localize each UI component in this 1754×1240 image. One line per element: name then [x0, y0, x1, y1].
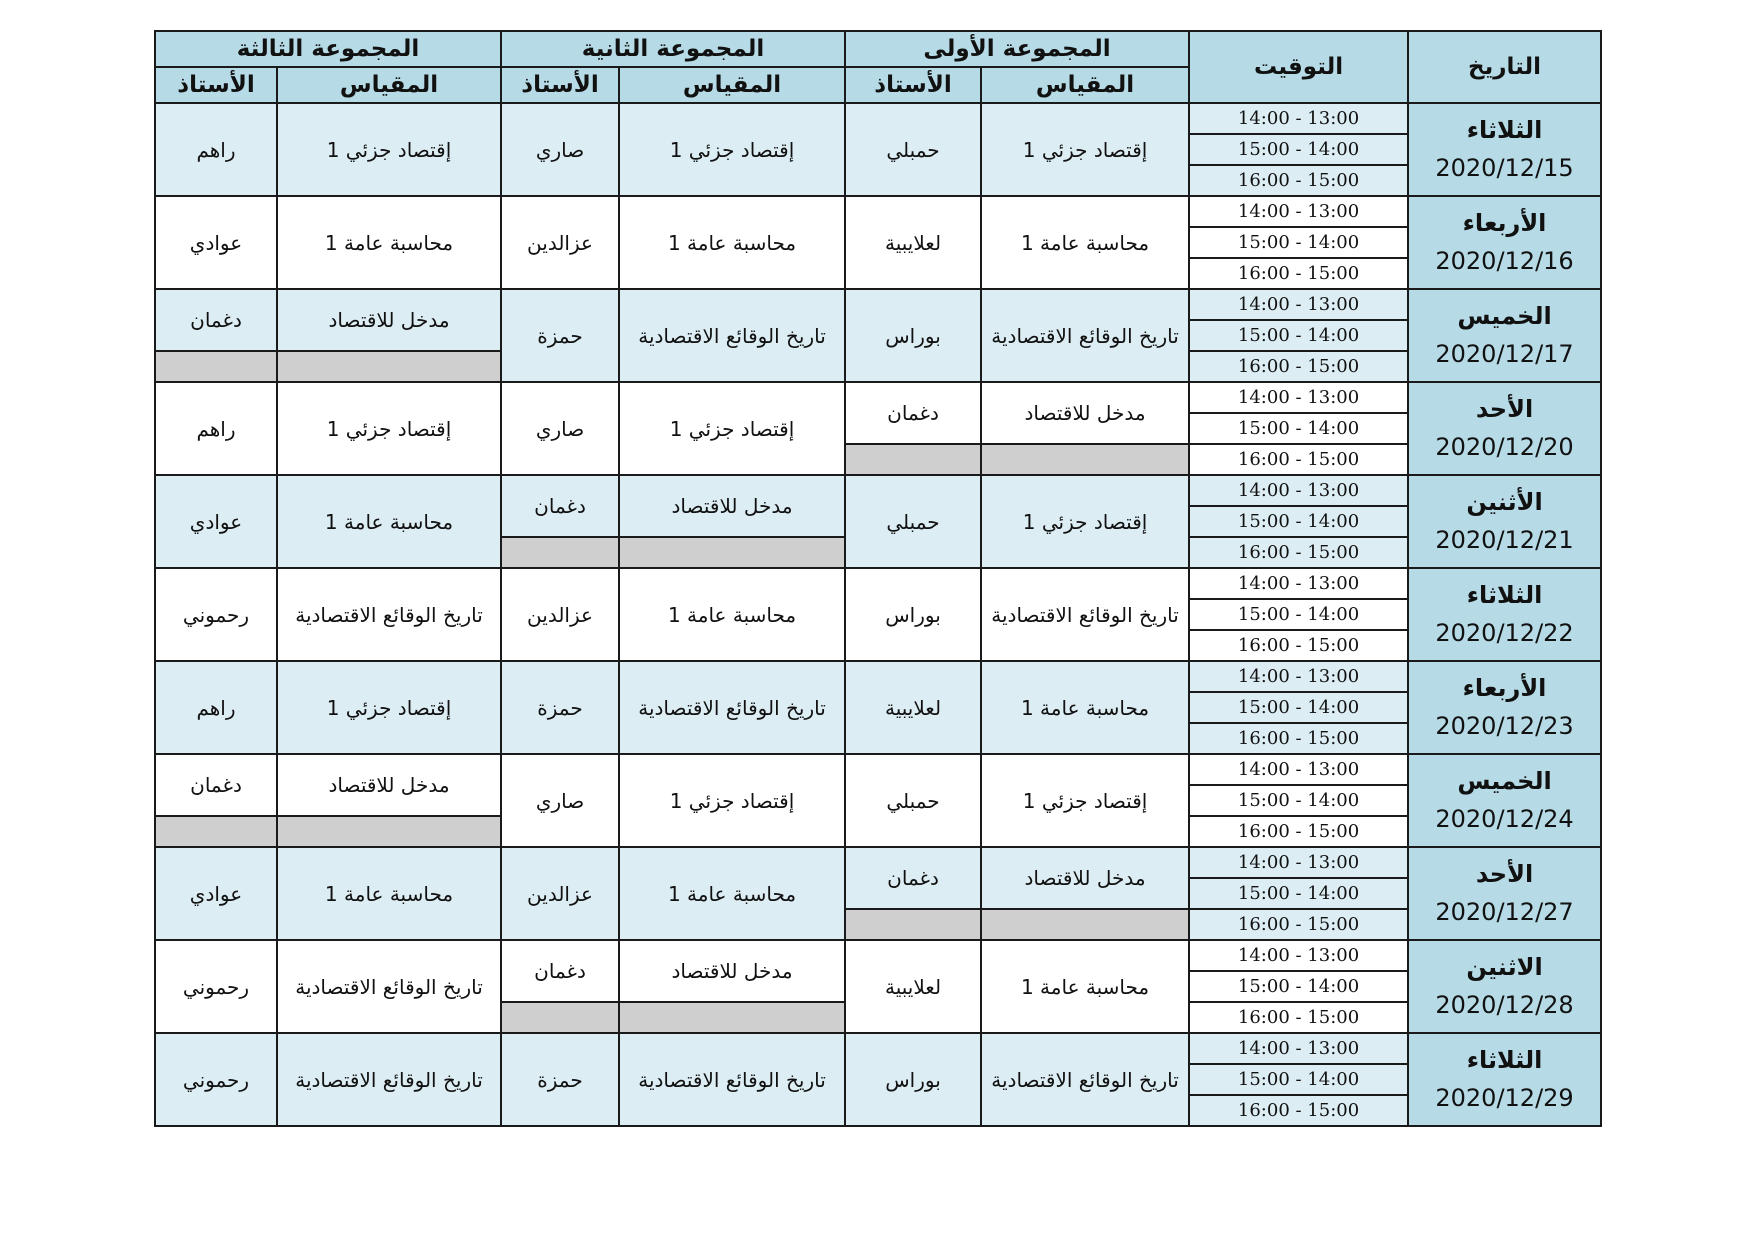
group-2-module: محاسبة عامة 1	[619, 568, 845, 661]
group-2-module: تاريخ الوقائع الاقتصادية	[619, 289, 845, 382]
date-value: 2020/12/29	[1435, 1083, 1574, 1112]
time-slot: 16:00 - 15:00	[1189, 537, 1408, 568]
date-value: 2020/12/24	[1435, 804, 1574, 833]
group-3-module: تاريخ الوقائع الاقتصادية	[277, 940, 501, 1033]
date-cell	[1408, 289, 1601, 382]
group-1-prof: حمبلي	[845, 475, 981, 568]
time-slot: 16:00 - 15:00	[1189, 1095, 1408, 1126]
table-row	[155, 289, 1601, 320]
group-1-module: تاريخ الوقائع الاقتصادية	[981, 1033, 1189, 1126]
time-slot: 14:00 - 13:00	[1189, 568, 1408, 599]
date-cell	[1408, 1033, 1601, 1126]
date-value: 2020/12/23	[1435, 711, 1574, 740]
table-row	[155, 940, 1601, 971]
date-value: 2020/12/28	[1435, 990, 1574, 1019]
group-3-prof: عوادي	[155, 196, 277, 289]
time-slot: 15:00 - 14:00	[1189, 599, 1408, 630]
group-1-module-header: المقياس	[981, 67, 1189, 103]
empty-slot-cell	[277, 816, 501, 847]
group-2-prof: حمزة	[501, 1033, 619, 1126]
group-1-module: محاسبة عامة 1	[981, 661, 1189, 754]
group-1-prof: لعلايبية	[845, 661, 981, 754]
table-row	[155, 382, 1601, 413]
group-2-module-header: المقياس	[619, 67, 845, 103]
group-2-prof: صاري	[501, 382, 619, 475]
time-slot: 14:00 - 13:00	[1189, 661, 1408, 692]
day-name: الثلاثاء	[1466, 581, 1543, 610]
group-3-prof: عوادي	[155, 475, 277, 568]
date-value: 2020/12/22	[1435, 618, 1574, 647]
schedule-body	[155, 103, 1601, 1126]
empty-slot-cell	[155, 351, 277, 382]
group-3-module-header: المقياس	[277, 67, 501, 103]
date-cell	[1408, 382, 1601, 475]
group-2-module: محاسبة عامة 1	[619, 196, 845, 289]
group-1-module: مدخل للاقتصاد	[981, 847, 1189, 909]
day-name: الثلاثاء	[1466, 1046, 1543, 1075]
group-1-module: محاسبة عامة 1	[981, 940, 1189, 1033]
time-slot: 15:00 - 14:00	[1189, 320, 1408, 351]
time-slot: 16:00 - 15:00	[1189, 1002, 1408, 1033]
group-1-prof-header: الأستاذ	[845, 67, 981, 103]
empty-slot-cell	[619, 537, 845, 568]
time-slot: 16:00 - 15:00	[1189, 630, 1408, 661]
date-value: 2020/12/16	[1435, 246, 1574, 275]
group-3-prof: رحموني	[155, 940, 277, 1033]
group-2-module: تاريخ الوقائع الاقتصادية	[619, 1033, 845, 1126]
group-3-module: تاريخ الوقائع الاقتصادية	[277, 1033, 501, 1126]
date-value: 2020/12/15	[1435, 153, 1574, 182]
table-row	[155, 754, 1601, 785]
time-slot: 15:00 - 14:00	[1189, 971, 1408, 1002]
group-3-module: محاسبة عامة 1	[277, 196, 501, 289]
empty-slot-cell	[277, 351, 501, 382]
time-slot: 15:00 - 14:00	[1189, 785, 1408, 816]
group-2-prof: دغمان	[501, 475, 619, 537]
group-2-prof: حمزة	[501, 289, 619, 382]
date-value: 2020/12/20	[1435, 432, 1574, 461]
date-cell	[1408, 847, 1601, 940]
group-1-prof: دغمان	[845, 382, 981, 444]
time-slot: 14:00 - 13:00	[1189, 940, 1408, 971]
time-slot: 14:00 - 13:00	[1189, 382, 1408, 413]
exam-schedule-table	[154, 30, 1602, 1127]
group-2-prof: عزالدين	[501, 568, 619, 661]
day-name: الاثنين	[1466, 953, 1543, 982]
group-3-module: مدخل للاقتصاد	[277, 754, 501, 816]
table-row	[155, 1033, 1601, 1064]
group-1-title: المجموعة الأولى	[845, 31, 1189, 67]
table-row	[155, 196, 1601, 227]
time-slot: 15:00 - 14:00	[1189, 227, 1408, 258]
group-2-module: إقتصاد جزئي 1	[619, 103, 845, 196]
group-3-module: محاسبة عامة 1	[277, 475, 501, 568]
group-1-prof: حمبلي	[845, 754, 981, 847]
table-row	[155, 568, 1601, 599]
table-row	[155, 847, 1601, 878]
group-1-prof: بوراس	[845, 568, 981, 661]
table-row	[155, 661, 1601, 692]
time-slot: 16:00 - 15:00	[1189, 909, 1408, 940]
group-1-prof: حمبلي	[845, 103, 981, 196]
group-3-prof: رحموني	[155, 568, 277, 661]
time-slot: 14:00 - 13:00	[1189, 847, 1408, 878]
group-2-module: محاسبة عامة 1	[619, 847, 845, 940]
date-value: 2020/12/17	[1435, 339, 1574, 368]
time-slot: 15:00 - 14:00	[1189, 1064, 1408, 1095]
date-cell	[1408, 196, 1601, 289]
group-3-prof: عوادي	[155, 847, 277, 940]
group-3-title: المجموعة الثالثة	[155, 31, 501, 67]
group-3-module: تاريخ الوقائع الاقتصادية	[277, 568, 501, 661]
group-2-prof-header: الأستاذ	[501, 67, 619, 103]
group-1-prof: لعلايبية	[845, 196, 981, 289]
group-3-module: إقتصاد جزئي 1	[277, 382, 501, 475]
time-slot: 16:00 - 15:00	[1189, 444, 1408, 475]
time-slot: 14:00 - 13:00	[1189, 1033, 1408, 1064]
time-slot: 15:00 - 14:00	[1189, 134, 1408, 165]
group-1-module: إقتصاد جزئي 1	[981, 754, 1189, 847]
table-row	[155, 103, 1601, 134]
group-1-module: تاريخ الوقائع الاقتصادية	[981, 289, 1189, 382]
group-2-prof: دغمان	[501, 940, 619, 1002]
time-slot: 16:00 - 15:00	[1189, 258, 1408, 289]
group-2-prof: حمزة	[501, 661, 619, 754]
group-1-module: مدخل للاقتصاد	[981, 382, 1189, 444]
date-cell	[1408, 940, 1601, 1033]
group-2-prof: صاري	[501, 754, 619, 847]
group-2-module: مدخل للاقتصاد	[619, 475, 845, 537]
day-name: الثلاثاء	[1466, 116, 1543, 145]
day-name: الأثنين	[1466, 488, 1543, 517]
group-2-prof: عزالدين	[501, 847, 619, 940]
group-1-prof: بوراس	[845, 1033, 981, 1126]
time-slot: 15:00 - 14:00	[1189, 878, 1408, 909]
group-3-module: محاسبة عامة 1	[277, 847, 501, 940]
empty-slot-cell	[845, 909, 981, 940]
group-3-module: إقتصاد جزئي 1	[277, 103, 501, 196]
day-name: الأربعاء	[1462, 674, 1547, 703]
group-3-prof: راهم	[155, 661, 277, 754]
group-1-prof: لعلايبية	[845, 940, 981, 1033]
group-1-module: تاريخ الوقائع الاقتصادية	[981, 568, 1189, 661]
time-slot: 14:00 - 13:00	[1189, 754, 1408, 785]
group-2-module: إقتصاد جزئي 1	[619, 754, 845, 847]
date-cell	[1408, 661, 1601, 754]
time-slot: 16:00 - 15:00	[1189, 165, 1408, 196]
group-3-prof: راهم	[155, 382, 277, 475]
date-value: 2020/12/27	[1435, 897, 1574, 926]
time-slot: 16:00 - 15:00	[1189, 816, 1408, 847]
group-3-prof-header: الأستاذ	[155, 67, 277, 103]
time-slot: 14:00 - 13:00	[1189, 196, 1408, 227]
group-1-module: إقتصاد جزئي 1	[981, 475, 1189, 568]
empty-slot-cell	[619, 1002, 845, 1033]
group-2-module: إقتصاد جزئي 1	[619, 382, 845, 475]
group-3-prof: راهم	[155, 103, 277, 196]
table-row	[155, 475, 1601, 506]
date-cell	[1408, 568, 1601, 661]
group-1-prof: دغمان	[845, 847, 981, 909]
time-slot: 15:00 - 14:00	[1189, 413, 1408, 444]
group-1-prof: بوراس	[845, 289, 981, 382]
group-2-module: مدخل للاقتصاد	[619, 940, 845, 1002]
group-3-prof: دغمان	[155, 754, 277, 816]
group-2-prof: صاري	[501, 103, 619, 196]
time-slot: 16:00 - 15:00	[1189, 723, 1408, 754]
time-slot: 14:00 - 13:00	[1189, 103, 1408, 134]
empty-slot-cell	[981, 909, 1189, 940]
empty-slot-cell	[501, 537, 619, 568]
day-name: الخميس	[1457, 302, 1552, 331]
group-2-title: المجموعة الثانية	[501, 31, 845, 67]
group-3-prof: رحموني	[155, 1033, 277, 1126]
time-slot: 16:00 - 15:00	[1189, 351, 1408, 382]
day-name: الأحد	[1475, 860, 1534, 889]
group-3-module: إقتصاد جزئي 1	[277, 661, 501, 754]
group-2-prof: عزالدين	[501, 196, 619, 289]
time-header: التوقيت	[1189, 31, 1408, 103]
date-header: التاريخ	[1408, 31, 1601, 103]
empty-slot-cell	[155, 816, 277, 847]
date-value: 2020/12/21	[1435, 525, 1574, 554]
day-name: الأحد	[1475, 395, 1534, 424]
time-slot: 14:00 - 13:00	[1189, 289, 1408, 320]
date-cell	[1408, 103, 1601, 196]
group-3-prof: دغمان	[155, 289, 277, 351]
group-1-module: محاسبة عامة 1	[981, 196, 1189, 289]
time-slot: 15:00 - 14:00	[1189, 692, 1408, 723]
group-header-row	[155, 31, 1601, 67]
day-name: الخميس	[1457, 767, 1552, 796]
group-2-module: تاريخ الوقائع الاقتصادية	[619, 661, 845, 754]
empty-slot-cell	[981, 444, 1189, 475]
date-cell	[1408, 475, 1601, 568]
time-slot: 15:00 - 14:00	[1189, 506, 1408, 537]
empty-slot-cell	[501, 1002, 619, 1033]
group-1-module: إقتصاد جزئي 1	[981, 103, 1189, 196]
empty-slot-cell	[845, 444, 981, 475]
date-cell	[1408, 754, 1601, 847]
group-3-module: مدخل للاقتصاد	[277, 289, 501, 351]
day-name: الأربعاء	[1462, 209, 1547, 238]
time-slot: 14:00 - 13:00	[1189, 475, 1408, 506]
